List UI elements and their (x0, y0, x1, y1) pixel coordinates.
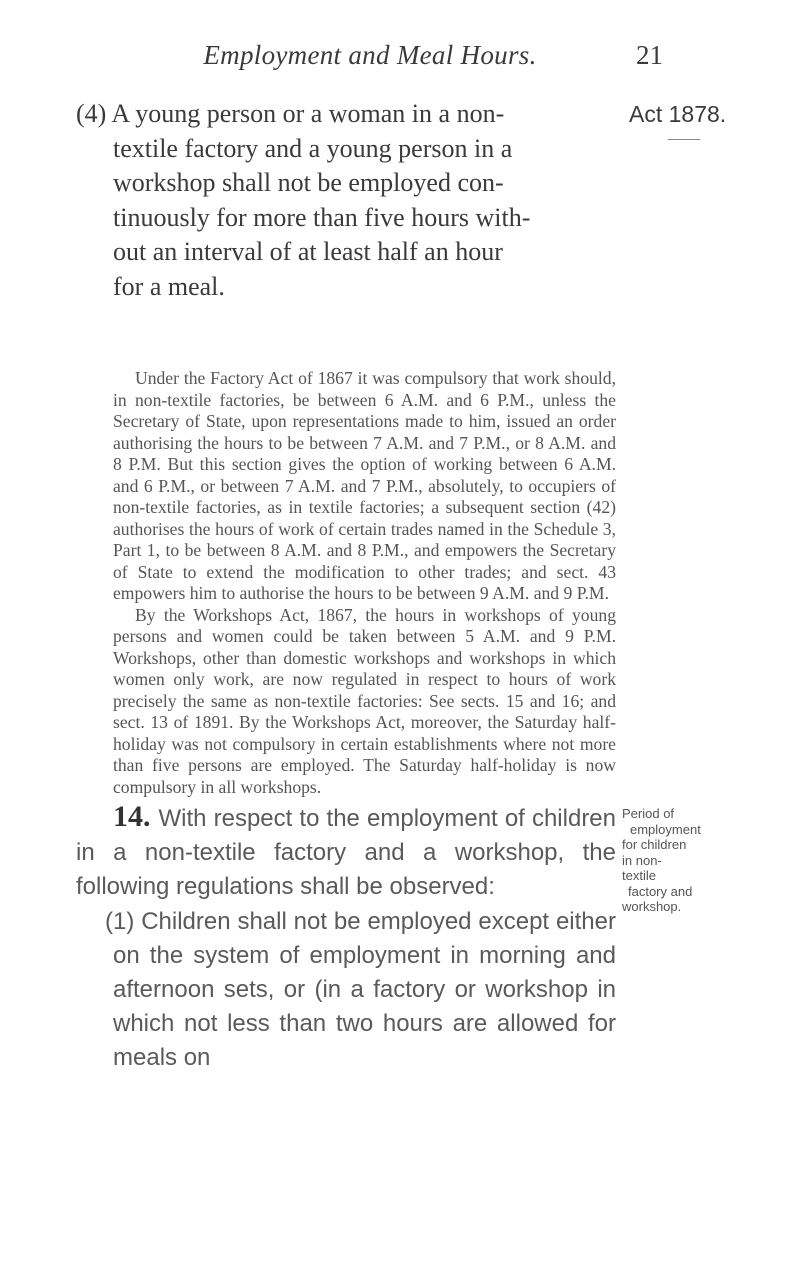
subsection-4 (76, 97, 616, 304)
subsection-line: textile factory and a young person in a (113, 133, 513, 163)
margin-note-line: textile (622, 868, 656, 883)
running-title: Employment and Meal Hours. (203, 40, 537, 70)
section-number: 14. (113, 800, 151, 833)
subsection-first-text: A young person or a woman in a non- (111, 99, 505, 128)
section-lead (76, 800, 616, 905)
margin-note-act: Act 1878. (629, 101, 727, 127)
margin-note-line: in non- (622, 852, 662, 868)
subsection-number: (4) (76, 99, 107, 128)
note-paragraph: Under the Factory Act of 1867 it was compulsory that work should, in non-textile factories, be between 6 A.M. and 6 P.M., unless the Secretary of State, upon representations made to him, issued an order authorising the hours to be between 7 A.M. and 7 P.M., or 8 A.M. and 8 P.M. But this section gives the option of working between 6 A.M. and 6 P.M., or between 7 A.M. and 7 P.M., absolutely, to occupiers of non-textile factories, as in textile factories; a subsequent section (42) authorises the hours of work of certain trades named in the Schedule 3, Part 1, to be between 8 A.M. and 8 P.M., and empowers the Secretary of State to extend the modification to other trades; and sect. 43 empowers him to authorise the hours to be between 9 A.M. and 9 P.M. (113, 368, 616, 603)
commentary-note (113, 368, 616, 798)
section-14 (76, 800, 616, 1076)
margin-note-line: factory and (628, 883, 693, 899)
margin-note-line: employment (630, 821, 701, 837)
subsection-first-line (76, 97, 616, 132)
subsection-line: workshop shall not be employed con- (113, 168, 504, 197)
subsection-line: for a meal. (113, 271, 225, 301)
section-lead-text: With respect to the employment of children in a non-textile factory and a workshop, the following regulations shall be observed: (76, 805, 616, 901)
margin-note-line: Period of (622, 806, 675, 821)
note-paragraph: By the Workshops Act, 1867, the hours in workshops of young persons and women could be taken between 5 A.M. and 9 P.M. Workshops, other than domestic workshops and workshops in which women only work, are now regulated in respect to hours of work precisely the same as non-textile factories: See sects. 15 and 16; and sect. 13 of 1891. By the Workshops Act, moreover, the Saturday half-holiday was not compulsory in certain establishments where not more than five persons are employed. The Saturday half-holiday is now compulsory in all workshops. (113, 604, 616, 797)
subsection-line: out an interval of at least half an hour (113, 237, 503, 266)
margin-note-period (622, 806, 722, 915)
subsection-line: tinuously for more than five hours with- (113, 202, 531, 232)
section-item-1: (1) Children shall not be employed except either on the system of employment in morning and afternoon sets, or (in a factory or workshop in which not less than two hours are allowed for meals on (105, 907, 616, 1072)
page-number: 21 (636, 40, 663, 70)
margin-note-line: for children (622, 837, 687, 852)
margin-note-rule (668, 139, 700, 140)
margin-note-line: workshop. (622, 899, 682, 914)
